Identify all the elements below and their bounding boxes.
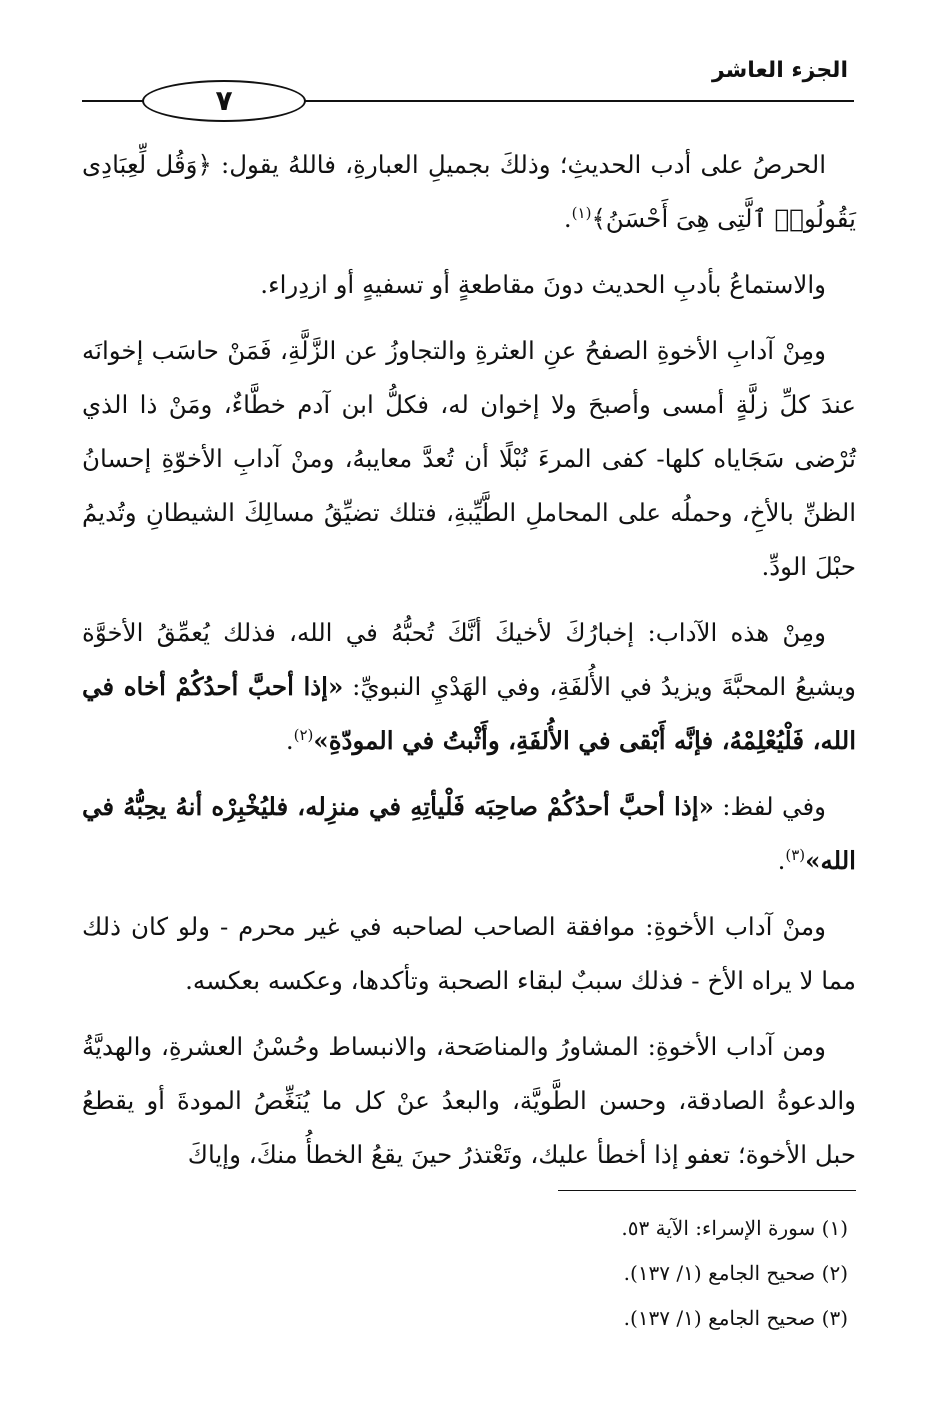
paragraph-text: ومن آداب الأخوةِ: المشاورُ والمناصَحة، والانبساط وحُسْنُ العشرةِ، والهديَّةُ والدعوةُ الصادقة، وحسن الطَّويَّة، والبعدُ عنْ كل ما يُنَغِّصُ المودةَ أو يقطعُ حبل الأخوة؛ تعفو إذا أخطأ عليك، وتَعْتذرُ حينَ يقعُ الخطأُ منكَ، وإياكَ — [82, 1032, 856, 1169]
running-title: الجزء العاشر — [711, 58, 848, 83]
paragraph-1 — [82, 138, 856, 246]
hadith-quote: «إذا أحبَّ أحدُكُمْ صاحِبَه فَلْيأتِهِ في منزِله، فليُخْبِرْه أنهُ يحِبُّهُ في الله» — [82, 792, 856, 875]
paragraph-text: وفي لفظ: — [713, 792, 826, 821]
paragraph-text: ومنْ آداب الأخوةِ: موافقة الصاحب لصاحبه في غير محرم - ولو كان ذلك مما لا يراه الأخ - فذلك سببٌ لبقاء الصحبة وتأكدها، وعكسه بعكسه. — [82, 912, 856, 995]
footnote-rule — [558, 1190, 856, 1191]
paragraph-tail: . — [563, 204, 572, 233]
main-text — [82, 138, 856, 1194]
footnote-1: (١) سورة الإسراء: الآية ٥٣. — [621, 1216, 848, 1240]
footnotes — [82, 1206, 856, 1341]
page-header — [82, 58, 854, 118]
paragraph-text: والاستماعُ بأدبِ الحديث دونَ مقاطعةٍ أو تسفيهٍ أو ازدِراء. — [260, 270, 826, 299]
paragraph-5 — [82, 780, 856, 888]
paragraph-tail: . — [285, 726, 294, 755]
footnote-ref-3: (٣) — [785, 845, 806, 864]
footnote-3: (٣) صحيح الجامع (١/ ١٣٧). — [623, 1306, 848, 1330]
paragraph-tail: . — [777, 846, 786, 875]
footnote-ref-1: (١) — [571, 203, 592, 222]
paragraph-3 — [82, 324, 856, 594]
paragraph-text: الحرصُ على أدب الحديثِ؛ وذلكَ بجميلِ العبارةِ، فاللهُ يقول: ﴿وَقُل لِّعِبَادِى يَقُولُوا۟ ٱلَّتِى هِىَ أَحْسَنُ﴾ — [82, 150, 856, 233]
page-number: ٧ — [142, 80, 306, 122]
hadith-quote: «إذا أحبَّ أحدُكُمْ أخاه في الله، فَلْيُعْلِمْهُ، فإنَّه أَبْقى في الأُلفَةِ، وأَثْبتُ في المودّةِ» — [82, 672, 856, 755]
footnote-ref-2: (٢) — [293, 725, 314, 744]
footnote-2: (٢) صحيح الجامع (١/ ١٣٧). — [623, 1261, 848, 1285]
paragraph-6 — [82, 900, 856, 1008]
paragraph-2 — [82, 258, 856, 312]
paragraph-text: ومِنْ آدابِ الأخوةِ الصفحُ عنِ العثرةِ والتجاوزُ عن الزَّلَّةِ، فَمَنْ حاسَب إخوانَه عندَ كلِّ زلَّةٍ أمسى وأصبحَ ولا إخوان له، فكلُّ ابن آدم خطَّاءٌ، ومَنْ ذا الذي تُرْضى سَجَاياه كلها- كفى المرءَ نُبْلًا أن تُعدَّ معايبهُ، ومنْ آدابِ الأخوّةِ إحسانُ الظنِّ بالأخِ، وحملُه على المحاملِ الطَّيِّبةِ، فتلك تضيِّقُ مسالِكَ الشيطانِ وتُديمُ حبْلَ الودِّ. — [82, 336, 856, 581]
paragraph-7 — [82, 1020, 856, 1182]
paragraph-text: ومِنْ هذه الآداب: إخبارُكَ لأخيكَ أنَّكَ تُحبُّهُ في الله، فذلك يُعمِّقُ الأخوَّة ويشيعُ المحبَّةَ ويزيدُ في الأُلفَةِ، وفي الهَدْيِ النبويِّ: — [82, 618, 856, 701]
paragraph-4 — [82, 606, 856, 768]
